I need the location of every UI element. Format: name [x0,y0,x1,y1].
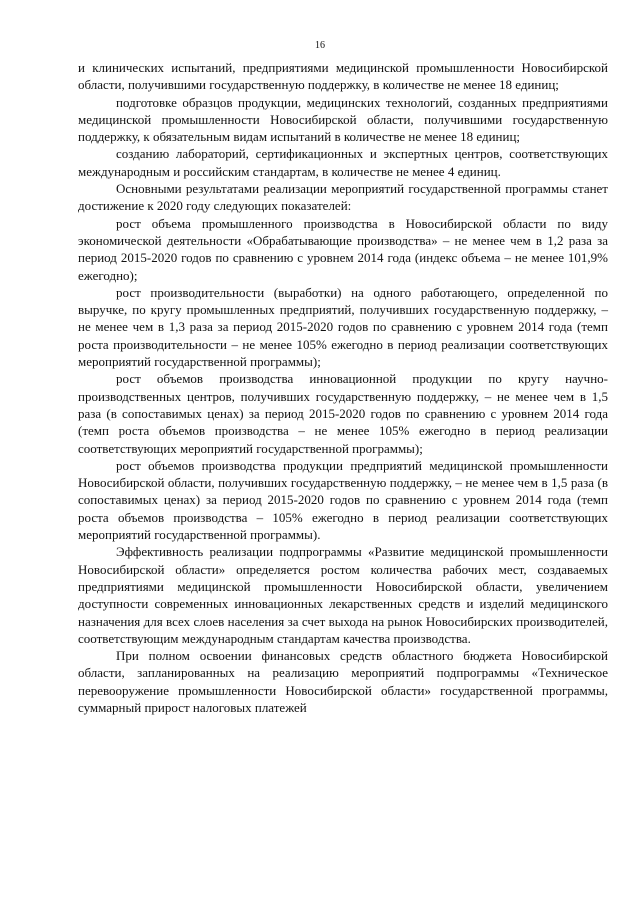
body-paragraph: рост производительности (выработки) на одного работающего, определенной по выручке, по кругу промышленных предприятий, получивших государственную поддержку, – не менее чем в 1,3 раза за период 2015-2020 годов по сравнению с уровнем 2014 года (темп роста производительности – не менее 105% ежегодно в период реализации соответствующих мероприятий государственной программы); [78,284,608,370]
body-paragraph: созданию лабораторий, сертификационных и экспертных центров, соответствующих международным и российским стандартам, в количестве не менее 4 единиц. [78,146,608,179]
body-paragraph: подготовке образцов продукции, медицинских технологий, созданных предприятиями медицинской промышленности Новосибирской области, получившими государственную поддержку, к обязательным видам испытаний в количестве не менее 18 единиц; [78,94,608,145]
page-number: 16 [315,40,325,51]
body-paragraph: Основными результатами реализации мероприятий государственной программы станет достижение к 2020 году следующих показателей: [78,181,608,214]
body-paragraph: При полном освоении финансовых средств областного бюджета Новосибирской области, запланированных на реализацию мероприятий подпрограммы «Техническое перевооружение промышленности Новосибирской области» государственной программы, суммарный прирост налоговых платежей [78,648,608,715]
document-body [78,59,608,716]
body-paragraph: Эффективность реализации подпрограммы «Развитие медицинской промышленности Новосибирской области» определяется ростом количества рабочих мест, создаваемых предприятиями медицинской промышленности Новосибирской области, увеличением доступности современных инновационных лекарственных средств и изделий медицинского назначения для всех слоев населения за счет выхода на рынок Новосибирских производителей, соответствующим международным стандартам качества производства. [78,544,608,646]
body-paragraph: рост объема промышленного производства в Новосибирской области по виду экономической деятельности «Обрабатывающие производства» – не менее чем в 1,2 раза за период 2015-2020 годов по сравнению с уровнем 2014 года (индекс объема – не менее 101,9% ежегодно); [78,215,608,283]
body-paragraph: и клинических испытаний, предприятиями медицинской промышленности Новосибирской области, получившими государственную поддержку, в количестве не менее 18 единиц; [78,60,608,93]
body-paragraph: рост объемов производства продукции предприятий медицинской промышленности Новосибирской области, получивших государственную поддержку, – не менее чем в 1,5 раза (в сопоставимых ценах) за период 2015-2020 годов по сравнению с уровнем 2014 года (темп роста объемов производства – 105% ежегодно в период реализации соответствующих мероприятий государственной программы). [78,457,608,543]
body-paragraph: рост объемов производства инновационной продукции по кругу научно-производственных центров, получивших государственную поддержку, – не менее чем в 1,5 раза (в сопоставимых ценах) за период 2015-2020 годов по сравнению с уровнем 2014 года (темп роста объемов производства – не менее 105% ежегодно в период реализации соответствующих мероприятий государственной программы); [78,371,608,456]
